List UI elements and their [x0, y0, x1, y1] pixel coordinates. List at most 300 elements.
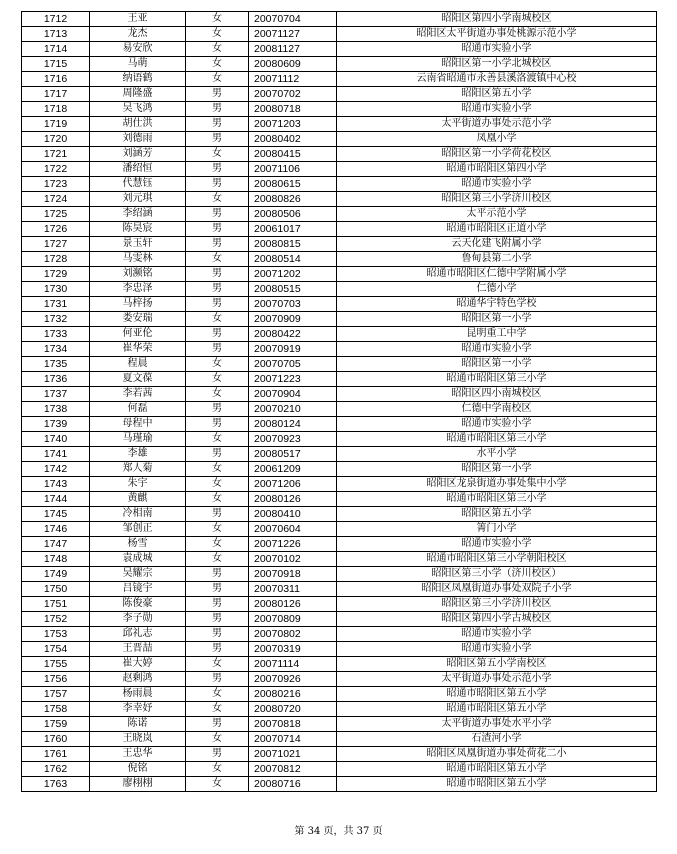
table-row: [22, 147, 657, 162]
student-name-cell: 李忠泽: [90, 282, 186, 297]
birth-date-cell: 20080410: [249, 507, 337, 522]
table-row: [22, 402, 657, 417]
gender-cell: 男: [186, 567, 249, 582]
gender-cell: 男: [186, 87, 249, 102]
student-name-cell: 袁成城: [90, 552, 186, 567]
birth-date-cell: 20070918: [249, 567, 337, 582]
gender-cell: 男: [186, 162, 249, 177]
birth-date-cell: 20071114: [249, 657, 337, 672]
row-number-cell: 1748: [22, 552, 90, 567]
school-name-cell: 昭通市实验小学: [337, 42, 657, 57]
row-number-cell: 1729: [22, 267, 90, 282]
gender-cell: 男: [186, 117, 249, 132]
birth-date-cell: 20070210: [249, 402, 337, 417]
row-number-cell: 1724: [22, 192, 90, 207]
birth-date-cell: 20080517: [249, 447, 337, 462]
row-number-cell: 1752: [22, 612, 90, 627]
row-number-cell: 1759: [22, 717, 90, 732]
student-name-cell: 潘绍恒: [90, 162, 186, 177]
table-row: [22, 432, 657, 447]
school-name-cell: 昭阳区第三小学济川校区: [337, 192, 657, 207]
school-name-cell: 云天化建飞附属小学: [337, 237, 657, 252]
birth-date-cell: 20080402: [249, 132, 337, 147]
birth-date-cell: 20071203: [249, 117, 337, 132]
student-name-cell: 刘元琪: [90, 192, 186, 207]
gender-cell: 女: [186, 357, 249, 372]
school-name-cell: 昭阳区凤凰街道办事处双院子小学: [337, 582, 657, 597]
table-row: [22, 177, 657, 192]
gender-cell: 男: [186, 672, 249, 687]
gender-cell: 女: [186, 732, 249, 747]
gender-cell: 女: [186, 312, 249, 327]
birth-date-cell: 20080720: [249, 702, 337, 717]
school-name-cell: 太平街道办事处水平小学: [337, 717, 657, 732]
row-number-cell: 1749: [22, 567, 90, 582]
table-row: [22, 312, 657, 327]
row-number-cell: 1716: [22, 72, 90, 87]
row-number-cell: 1723: [22, 177, 90, 192]
row-number-cell: 1725: [22, 207, 90, 222]
page-footer: 第 34 页，共 37 页: [294, 826, 383, 837]
student-name-cell: 母程中: [90, 417, 186, 432]
school-name-cell: 水平小学: [337, 447, 657, 462]
gender-cell: 女: [186, 252, 249, 267]
student-name-cell: 夏文葆: [90, 372, 186, 387]
school-name-cell: 昭通市实验小学: [337, 177, 657, 192]
gender-cell: 男: [186, 447, 249, 462]
school-name-cell: 昭通华宇特色学校: [337, 297, 657, 312]
gender-cell: 男: [186, 102, 249, 117]
table-row: [22, 717, 657, 732]
table-row: [22, 102, 657, 117]
gender-cell: 男: [186, 582, 249, 597]
table-row: [22, 357, 657, 372]
student-name-cell: 纳语鹤: [90, 72, 186, 87]
table-row: [22, 627, 657, 642]
table-row: [22, 702, 657, 717]
gender-cell: 女: [186, 27, 249, 42]
school-name-cell: 云南省昭通市永善县溪洛渡镇中心校: [337, 72, 657, 87]
birth-date-cell: 20070926: [249, 672, 337, 687]
birth-date-cell: 20070703: [249, 297, 337, 312]
gender-cell: 男: [186, 597, 249, 612]
student-name-cell: 倪铭: [90, 762, 186, 777]
student-name-cell: 冷相南: [90, 507, 186, 522]
row-number-cell: 1717: [22, 87, 90, 102]
gender-cell: 女: [186, 777, 249, 792]
table-row: [22, 192, 657, 207]
school-name-cell: 昭阳区第五小学: [337, 87, 657, 102]
table-row: [22, 642, 657, 657]
table-row: [22, 687, 657, 702]
birth-date-cell: 20080826: [249, 192, 337, 207]
row-number-cell: 1741: [22, 447, 90, 462]
school-name-cell: 昭阳区太平街道办事处桃源示范小学: [337, 27, 657, 42]
gender-cell: 女: [186, 552, 249, 567]
gender-cell: 男: [186, 642, 249, 657]
gender-cell: 男: [186, 717, 249, 732]
student-name-cell: 廖栩栩: [90, 777, 186, 792]
gender-cell: 男: [186, 612, 249, 627]
student-name-cell: 李幸妤: [90, 702, 186, 717]
row-number-cell: 1727: [22, 237, 90, 252]
birth-date-cell: 20061017: [249, 222, 337, 237]
row-number-cell: 1714: [22, 42, 90, 57]
table-row: [22, 267, 657, 282]
birth-date-cell: 20070818: [249, 717, 337, 732]
gender-cell: 女: [186, 657, 249, 672]
student-name-cell: 黄麒: [90, 492, 186, 507]
table-row: [22, 327, 657, 342]
row-number-cell: 1755: [22, 657, 90, 672]
student-name-cell: 刘涵芳: [90, 147, 186, 162]
row-number-cell: 1760: [22, 732, 90, 747]
student-name-cell: 易安欣: [90, 42, 186, 57]
student-name-cell: 马萌: [90, 57, 186, 72]
student-name-cell: 代慧钰: [90, 177, 186, 192]
student-name-cell: 崔大婷: [90, 657, 186, 672]
row-number-cell: 1753: [22, 627, 90, 642]
birth-date-cell: 20080815: [249, 237, 337, 252]
row-number-cell: 1743: [22, 477, 90, 492]
birth-date-cell: 20070904: [249, 387, 337, 402]
school-name-cell: 昭阳区第三小学济川校区: [337, 597, 657, 612]
student-name-cell: 龙杰: [90, 27, 186, 42]
birth-date-cell: 20071202: [249, 267, 337, 282]
student-name-cell: 邱礼志: [90, 627, 186, 642]
school-name-cell: 仁德小学: [337, 282, 657, 297]
table-row: [22, 777, 657, 792]
birth-date-cell: 20080415: [249, 147, 337, 162]
student-name-cell: 杨雨晨: [90, 687, 186, 702]
school-name-cell: 太平街道办事处示范小学: [337, 672, 657, 687]
birth-date-cell: 20070919: [249, 342, 337, 357]
table-row: [22, 72, 657, 87]
school-name-cell: 昭阳区第四小学古城校区: [337, 612, 657, 627]
row-number-cell: 1726: [22, 222, 90, 237]
student-name-cell: 吴耀宗: [90, 567, 186, 582]
school-name-cell: 昭阳区第三小学（济川校区）: [337, 567, 657, 582]
table-row: [22, 132, 657, 147]
student-name-cell: 王忠华: [90, 747, 186, 762]
table-row: [22, 42, 657, 57]
table-row: [22, 507, 657, 522]
row-number-cell: 1721: [22, 147, 90, 162]
gender-cell: 女: [186, 492, 249, 507]
student-name-cell: 周隆盛: [90, 87, 186, 102]
student-name-cell: 娄安瑞: [90, 312, 186, 327]
student-name-cell: 吴飞鸿: [90, 102, 186, 117]
school-name-cell: 昭通市昭阳区第五小学: [337, 762, 657, 777]
table-row: [22, 87, 657, 102]
birth-date-cell: 20070909: [249, 312, 337, 327]
student-name-cell: 赵剩鸿: [90, 672, 186, 687]
school-name-cell: 太平示范小学: [337, 207, 657, 222]
student-name-cell: 王亚: [90, 12, 186, 27]
student-name-cell: 杨雪: [90, 537, 186, 552]
school-name-cell: 昭通市昭阳区正道小学: [337, 222, 657, 237]
student-name-cell: 郑人菊: [90, 462, 186, 477]
gender-cell: 女: [186, 762, 249, 777]
school-name-cell: 昭阳区第一小学: [337, 462, 657, 477]
student-roster-table: [21, 11, 657, 792]
gender-cell: 女: [186, 687, 249, 702]
school-name-cell: 昆明重工中学: [337, 327, 657, 342]
table-row: [22, 492, 657, 507]
school-name-cell: 昭通市昭阳区第三小学: [337, 372, 657, 387]
student-name-cell: 马瑾瑜: [90, 432, 186, 447]
gender-cell: 男: [186, 507, 249, 522]
birth-date-cell: 20070319: [249, 642, 337, 657]
table-row: [22, 207, 657, 222]
school-name-cell: 石渣河小学: [337, 732, 657, 747]
gender-cell: 男: [186, 342, 249, 357]
school-name-cell: 昭通市昭阳区仁德中学附属小学: [337, 267, 657, 282]
gender-cell: 女: [186, 72, 249, 87]
birth-date-cell: 20070604: [249, 522, 337, 537]
school-name-cell: 昭通市昭阳区第三小学朝阳校区: [337, 552, 657, 567]
table-row: [22, 657, 657, 672]
school-name-cell: 昭通市昭阳区第五小学: [337, 777, 657, 792]
gender-cell: 男: [186, 417, 249, 432]
birth-date-cell: 20071127: [249, 27, 337, 42]
row-number-cell: 1713: [22, 27, 90, 42]
gender-cell: 男: [186, 267, 249, 282]
gender-cell: 女: [186, 477, 249, 492]
row-number-cell: 1737: [22, 387, 90, 402]
table-row: [22, 762, 657, 777]
gender-cell: 女: [186, 537, 249, 552]
gender-cell: 男: [186, 327, 249, 342]
school-name-cell: 昭通市实验小学: [337, 627, 657, 642]
gender-cell: 男: [186, 402, 249, 417]
table-row: [22, 597, 657, 612]
row-number-cell: 1731: [22, 297, 90, 312]
student-name-cell: 刘德雨: [90, 132, 186, 147]
row-number-cell: 1747: [22, 537, 90, 552]
roster-body: [22, 12, 657, 792]
table-row: [22, 612, 657, 627]
gender-cell: 男: [186, 237, 249, 252]
student-name-cell: 陈诺: [90, 717, 186, 732]
student-name-cell: 崔华荣: [90, 342, 186, 357]
school-name-cell: 仁德中学南校区: [337, 402, 657, 417]
row-number-cell: 1762: [22, 762, 90, 777]
school-name-cell: 昭阳区第一小学: [337, 357, 657, 372]
school-name-cell: 昭通市实验小学: [337, 537, 657, 552]
table-row: [22, 117, 657, 132]
birth-date-cell: 20070311: [249, 582, 337, 597]
birth-date-cell: 20070705: [249, 357, 337, 372]
table-row: [22, 12, 657, 27]
row-number-cell: 1715: [22, 57, 90, 72]
table-row: [22, 237, 657, 252]
row-number-cell: 1745: [22, 507, 90, 522]
row-number-cell: 1746: [22, 522, 90, 537]
gender-cell: 女: [186, 522, 249, 537]
birth-date-cell: 20071223: [249, 372, 337, 387]
table-row: [22, 417, 657, 432]
birth-date-cell: 20080609: [249, 57, 337, 72]
gender-cell: 男: [186, 627, 249, 642]
birth-date-cell: 20080716: [249, 777, 337, 792]
birth-date-cell: 20070102: [249, 552, 337, 567]
table-row: [22, 567, 657, 582]
school-name-cell: 昭阳区第一小学: [337, 312, 657, 327]
school-name-cell: 昭通市实验小学: [337, 642, 657, 657]
birth-date-cell: 20070809: [249, 612, 337, 627]
birth-date-cell: 20061209: [249, 462, 337, 477]
row-number-cell: 1738: [22, 402, 90, 417]
row-number-cell: 1754: [22, 642, 90, 657]
birth-date-cell: 20070802: [249, 627, 337, 642]
school-name-cell: 昭阳区第一小学荷花校区: [337, 147, 657, 162]
table-row: [22, 477, 657, 492]
gender-cell: 男: [186, 177, 249, 192]
school-name-cell: 昭通市实验小学: [337, 102, 657, 117]
row-number-cell: 1763: [22, 777, 90, 792]
table-row: [22, 222, 657, 237]
school-name-cell: 昭阳区第一小学北城校区: [337, 57, 657, 72]
student-name-cell: 陈俊豪: [90, 597, 186, 612]
birth-date-cell: 20080506: [249, 207, 337, 222]
gender-cell: 女: [186, 12, 249, 27]
student-name-cell: 李雄: [90, 447, 186, 462]
birth-date-cell: 20071021: [249, 747, 337, 762]
row-number-cell: 1719: [22, 117, 90, 132]
school-name-cell: 鲁甸县第二小学: [337, 252, 657, 267]
school-name-cell: 昭通市昭阳区第五小学: [337, 702, 657, 717]
school-name-cell: 昭阳区第五小学南校区: [337, 657, 657, 672]
student-name-cell: 邹创正: [90, 522, 186, 537]
row-number-cell: 1735: [22, 357, 90, 372]
school-name-cell: 昭阳区第五小学: [337, 507, 657, 522]
gender-cell: 男: [186, 747, 249, 762]
table-row: [22, 372, 657, 387]
row-number-cell: 1733: [22, 327, 90, 342]
row-number-cell: 1740: [22, 432, 90, 447]
row-number-cell: 1730: [22, 282, 90, 297]
school-name-cell: 昭通市昭阳区第四小学: [337, 162, 657, 177]
gender-cell: 女: [186, 192, 249, 207]
gender-cell: 女: [186, 702, 249, 717]
table-row: [22, 27, 657, 42]
school-name-cell: 昭阳区龙泉街道办事处集中小学: [337, 477, 657, 492]
birth-date-cell: 20070702: [249, 87, 337, 102]
table-row: [22, 747, 657, 762]
school-name-cell: 凤凰小学: [337, 132, 657, 147]
gender-cell: 女: [186, 432, 249, 447]
school-name-cell: 昭通市昭阳区第三小学: [337, 492, 657, 507]
student-name-cell: 何亚伦: [90, 327, 186, 342]
table-row: [22, 447, 657, 462]
table-row: [22, 552, 657, 567]
row-number-cell: 1744: [22, 492, 90, 507]
table-row: [22, 582, 657, 597]
student-name-cell: 李若茜: [90, 387, 186, 402]
birth-date-cell: 20080515: [249, 282, 337, 297]
student-name-cell: 陈昊宸: [90, 222, 186, 237]
row-number-cell: 1761: [22, 747, 90, 762]
school-name-cell: 昭阳区第四小学南城校区: [337, 12, 657, 27]
row-number-cell: 1712: [22, 12, 90, 27]
row-number-cell: 1722: [22, 162, 90, 177]
birth-date-cell: 20080422: [249, 327, 337, 342]
row-number-cell: 1742: [22, 462, 90, 477]
table-row: [22, 537, 657, 552]
school-name-cell: 昭通市实验小学: [337, 342, 657, 357]
table-row: [22, 672, 657, 687]
student-name-cell: 李子勋: [90, 612, 186, 627]
birth-date-cell: 20080126: [249, 597, 337, 612]
gender-cell: 女: [186, 372, 249, 387]
row-number-cell: 1758: [22, 702, 90, 717]
row-number-cell: 1756: [22, 672, 90, 687]
birth-date-cell: 20080615: [249, 177, 337, 192]
gender-cell: 女: [186, 147, 249, 162]
birth-date-cell: 20080126: [249, 492, 337, 507]
school-name-cell: 昭通市昭阳区第五小学: [337, 687, 657, 702]
table-row: [22, 732, 657, 747]
gender-cell: 女: [186, 57, 249, 72]
table-row: [22, 252, 657, 267]
row-number-cell: 1736: [22, 372, 90, 387]
row-number-cell: 1728: [22, 252, 90, 267]
birth-date-cell: 20071106: [249, 162, 337, 177]
student-name-cell: 刘濒铭: [90, 267, 186, 282]
student-name-cell: 景玉轩: [90, 237, 186, 252]
birth-date-cell: 20081127: [249, 42, 337, 57]
school-name-cell: 昭通市昭阳区第三小学: [337, 432, 657, 447]
table-row: [22, 342, 657, 357]
table-row: [22, 57, 657, 72]
birth-date-cell: 20071226: [249, 537, 337, 552]
gender-cell: 男: [186, 222, 249, 237]
table-row: [22, 282, 657, 297]
row-number-cell: 1732: [22, 312, 90, 327]
birth-date-cell: 20070923: [249, 432, 337, 447]
student-name-cell: 王晋喆: [90, 642, 186, 657]
birth-date-cell: 20071112: [249, 72, 337, 87]
student-name-cell: 马梓扬: [90, 297, 186, 312]
table-row: [22, 297, 657, 312]
gender-cell: 男: [186, 282, 249, 297]
row-number-cell: 1757: [22, 687, 90, 702]
row-number-cell: 1739: [22, 417, 90, 432]
row-number-cell: 1720: [22, 132, 90, 147]
birth-date-cell: 20080718: [249, 102, 337, 117]
gender-cell: 女: [186, 462, 249, 477]
school-name-cell: 昭阳区四小南城校区: [337, 387, 657, 402]
birth-date-cell: 20070704: [249, 12, 337, 27]
student-name-cell: 程晨: [90, 357, 186, 372]
student-name-cell: 何磊: [90, 402, 186, 417]
gender-cell: 女: [186, 387, 249, 402]
student-name-cell: 王晓岚: [90, 732, 186, 747]
row-number-cell: 1734: [22, 342, 90, 357]
birth-date-cell: 20070714: [249, 732, 337, 747]
row-number-cell: 1751: [22, 597, 90, 612]
school-name-cell: 太平街道办事处示范小学: [337, 117, 657, 132]
school-name-cell: 箐门小学: [337, 522, 657, 537]
table-row: [22, 462, 657, 477]
table-row: [22, 387, 657, 402]
birth-date-cell: 20080216: [249, 687, 337, 702]
gender-cell: 男: [186, 132, 249, 147]
gender-cell: 女: [186, 42, 249, 57]
gender-cell: 男: [186, 297, 249, 312]
birth-date-cell: 20071206: [249, 477, 337, 492]
